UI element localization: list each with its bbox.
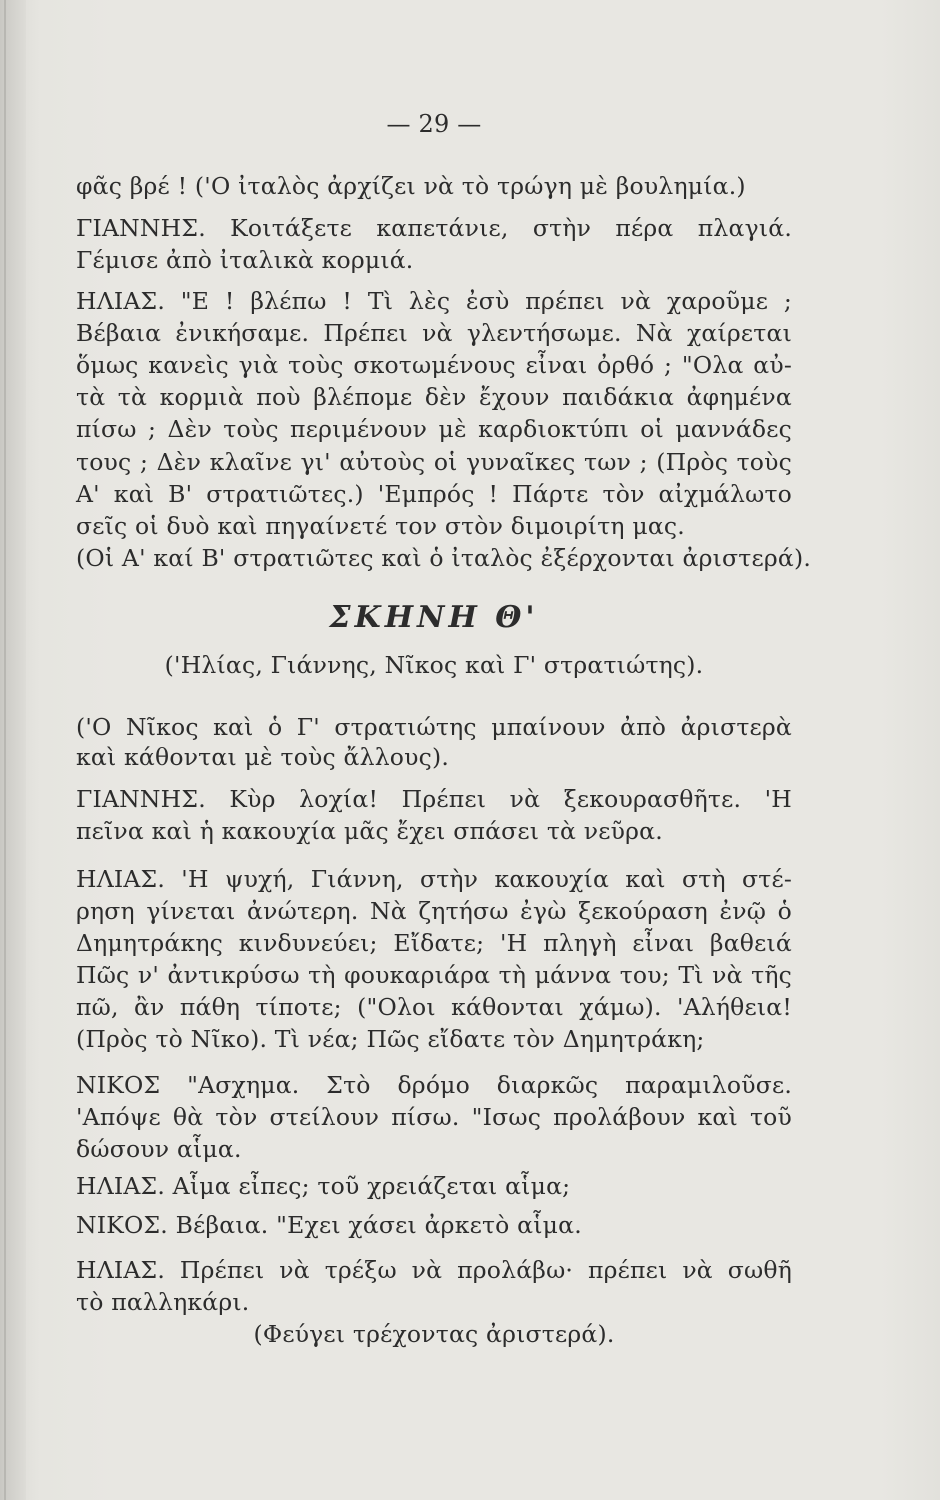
text-line-3: Γέμισε ἀπὸ ἰταλικὰ κορμιά. [76,246,414,274]
text-line-28: ΝΙΚΟΣ. Βέβαια. "Εχει χάσει ἀρκετὸ αἷμα. [76,1211,582,1239]
text-line-26: δώσουν αἷμα. [76,1135,242,1163]
spine-line [4,0,6,1500]
text-line-14: ('Ο Νῖκος καὶ ὁ Γ' στρατιώτης μπαίνουν ἀπὸ ἀριστερὰ [76,713,792,741]
text-line-8: πίσω ; Δὲν τοὺς περιμένουν μὲ καρδιοκτύπι οἱ μαννάδες [76,415,792,443]
text-line-13: ('Ηλίας, Γιάννης, Νῖκος καὶ Γ' στρατιώτης). [164,651,704,679]
text-line-20: Δημητράκης κινδυνεύει; Εἴδατε; 'Η πληγὴ εἶναι βαθειά [76,929,792,957]
text-line-12: (Οἱ Α' καί Β' στρατιῶτες καὶ ὁ ἰταλὸς ἐξέρχονται ἀριστερά). [76,544,811,572]
text-line-2: ΓΙΑΝΝΗΣ. Κοιτάξετε καπετάνιε, στὴν πέρα πλαγιά. [76,214,792,242]
text-line-1: φᾶς βρέ ! ('Ο ἰταλὸς ἀρχίζει νὰ τὸ τρώγη μὲ βουλημία.) [76,172,746,200]
text-line-30: τὸ παλληκάρι. [76,1288,250,1316]
text-line-10: Α' καὶ Β' στρατιῶτες.) 'Εμπρός ! Πάρτε τὸν αἰχμάλωτο [76,480,792,508]
text-line-5: Βέβαια ἐνικήσαμε. Πρέπει νὰ γλεντήσωμε. Νὰ χαίρεται [76,319,792,347]
text-line-27: ΗΛΙΑΣ. Αἷμα εἶπες; τοῦ χρειάζεται αἷμα; [76,1172,571,1200]
text-line-16: ΓΙΑΝΝΗΣ. Κὺρ λοχία! Πρέπει νὰ ξεκουρασθῆτε. 'Η [76,785,792,813]
text-line-4: ΗΛΙΑΣ. "Ε ! βλέπω ! Τὶ λὲς ἐσὺ πρέπει νὰ χαροῦμε ; [76,287,792,315]
text-line-23: (Πρὸς τὸ Νῖκο). Τὶ νέα; Πῶς εἴδατε τὸν Δημητράκη; [76,1025,705,1053]
text-line-25: 'Απόψε θὰ τὸν στείλουν πίσω. "Ισως προλάβουν καὶ τοῦ [76,1103,792,1131]
text-line-7: τὰ τὰ κορμιὰ ποὺ βλέπομε δὲν ἔχουν παιδάκια ἀφημένα [76,383,792,411]
text-line-31: (Φεύγει τρέχοντας ἀριστερά). [253,1320,615,1348]
text-line-29: ΗΛΙΑΣ. Πρέπει νὰ τρέξω νὰ προλάβω· πρέπει νὰ σωθῆ [76,1256,792,1284]
text-line-17: πεῖνα καὶ ἡ κακουχία μᾶς ἔχει σπάσει τὰ νεῦρα. [76,817,663,845]
text-line-9: τους ; Δὲν κλαῖνε γι' αὐτοὺς οἱ γυναῖκες των ; (Πρὸς τοὺς [76,448,792,476]
text-line-11: σεῖς οἱ δυὸ καὶ πηγαίνετέ τον στὸν διμοιρίτη μας. [76,512,685,540]
text-line-21: Πῶς ν' ἀντικρύσω τὴ φουκαριάρα τὴ μάννα του; Τὶ νὰ τῆς [76,961,792,989]
text-line-24: ΝΙΚΟΣ "Ασχημα. Στὸ δρόμο διαρκῶς παραμιλοῦσε. [76,1071,792,1099]
text-line-19: ρηση γίνεται ἀνώτερη. Νὰ ζητήσω ἐγὼ ξεκούραση ἐνῷ ὁ [76,897,792,925]
text-line-22: πῶ, ἂν πάθη τίποτε; ("Ολοι κάθονται χάμω). 'Αλήθεια! [76,993,792,1021]
text-line-18: ΗΛΙΑΣ. 'Η ψυχή, Γιάννη, στὴν κακουχία καὶ στὴ στέ- [76,865,792,893]
text-line-15: καὶ κάθονται μὲ τοὺς ἄλλους). [76,743,450,771]
text-line-6: ὅμως κανεὶς γιὰ τοὺς σκοτωμένους εἶναι ὀρθό ; "Ολα αὐ- [76,351,792,379]
page-number: — 29 — [386,110,482,138]
scene-title: ΣΚΗΝΗ Θ' [329,600,539,635]
